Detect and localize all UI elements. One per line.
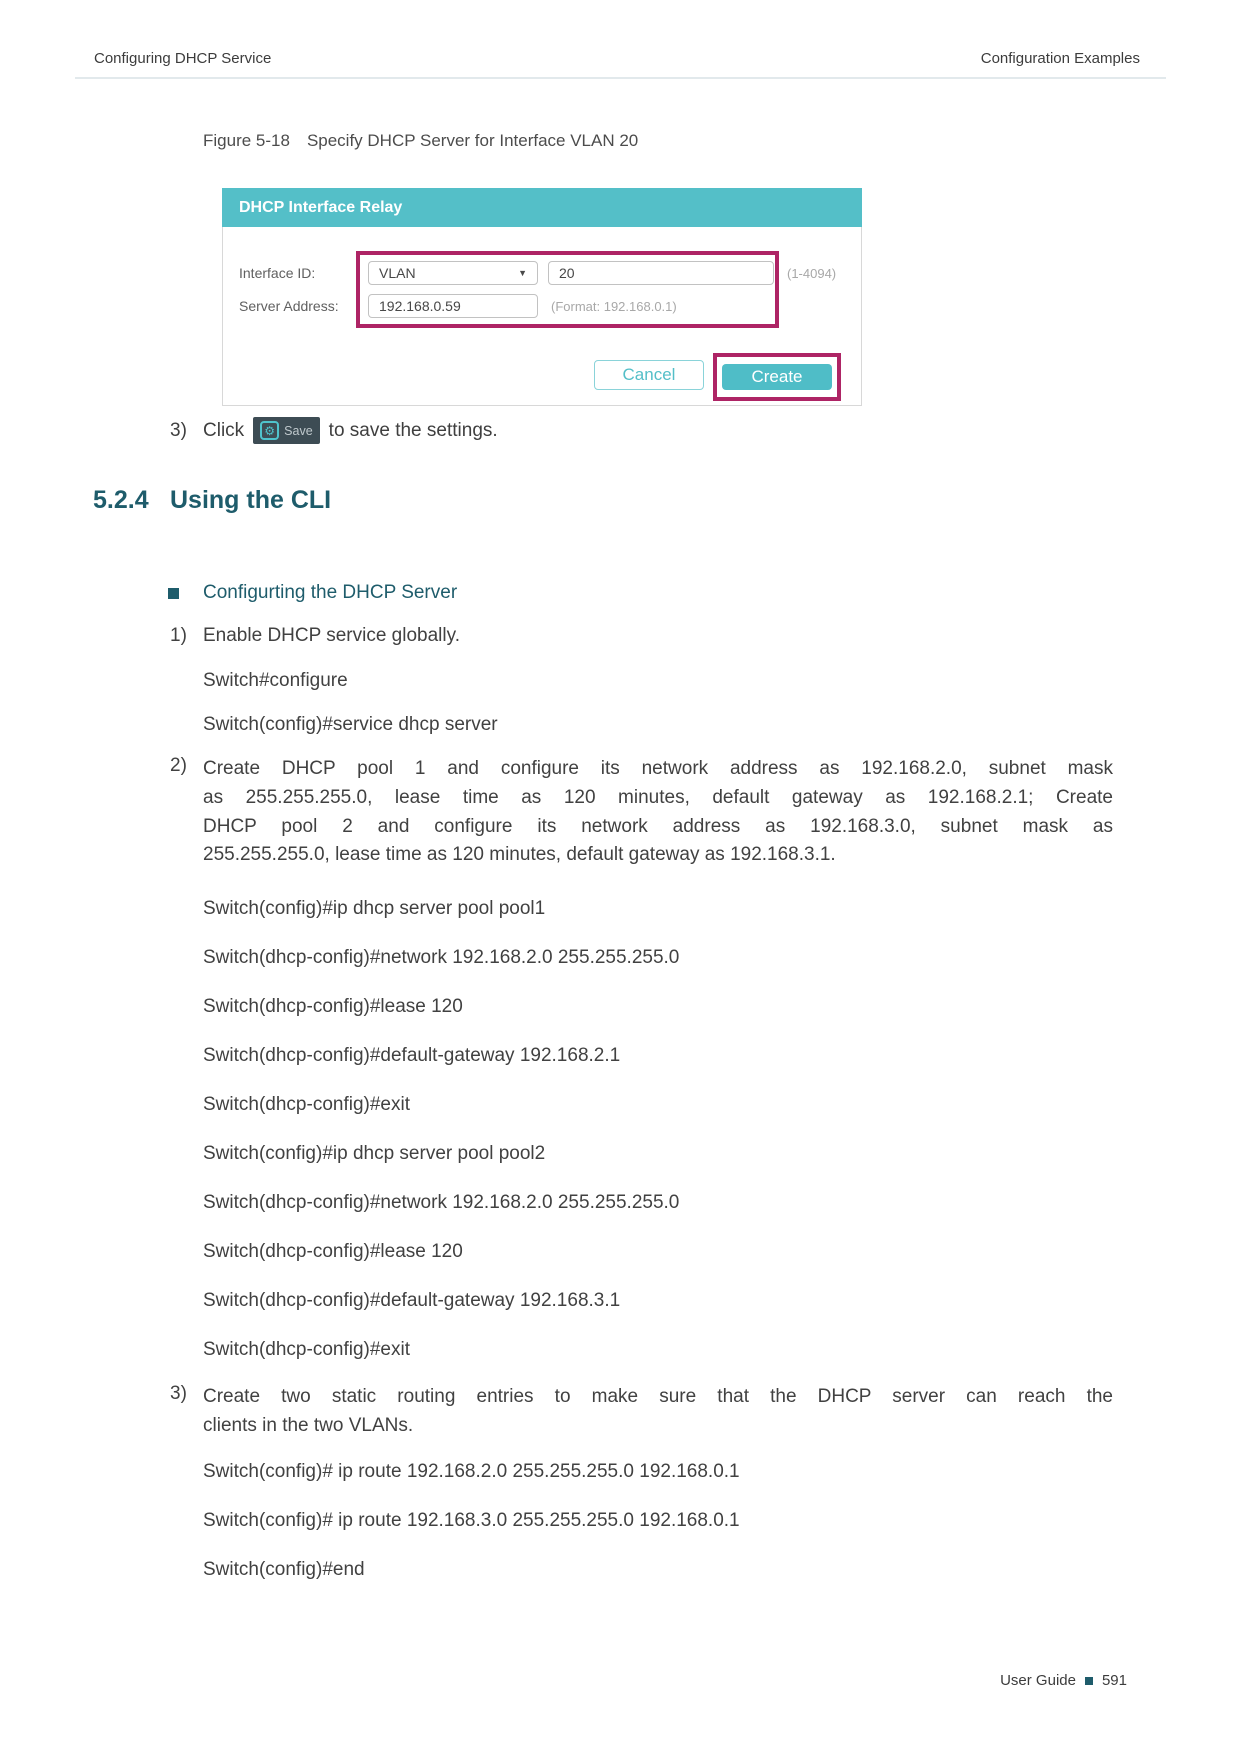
header-divider bbox=[75, 77, 1166, 79]
server-address-input[interactable] bbox=[368, 294, 538, 318]
cli-content bbox=[170, 615, 1113, 1581]
subsection-bullet-line bbox=[168, 582, 457, 604]
save-gear-icon: ⚙ bbox=[260, 421, 279, 440]
server-address-row bbox=[239, 294, 677, 318]
cancel-button[interactable]: Cancel bbox=[594, 360, 704, 390]
create-highlight-box bbox=[713, 353, 841, 401]
square-bullet-icon bbox=[1085, 1677, 1093, 1685]
cli-step-1 bbox=[170, 625, 1113, 647]
cli-command: Switch(config)#end bbox=[203, 1558, 365, 1580]
section-number: 5.2.4 bbox=[93, 486, 149, 514]
figure-caption bbox=[203, 131, 638, 151]
vlan-id-value: 20 bbox=[559, 265, 575, 281]
step-text: Enable DHCP service globally. bbox=[203, 625, 460, 646]
vlan-id-input[interactable] bbox=[548, 261, 774, 285]
footer-label: User Guide bbox=[1000, 1672, 1076, 1689]
paragraph-line: as 255.255.255.0, lease time as 120 minutes, default gateway as 192.168.2.1; Create bbox=[203, 786, 1113, 808]
cli-command: Switch(config)#ip dhcp server pool pool2 bbox=[203, 1143, 546, 1165]
cli-command: Switch(dhcp-config)#lease 120 bbox=[203, 996, 463, 1018]
list-number: 1) bbox=[170, 625, 187, 646]
dhcp-interface-relay-dialog bbox=[222, 188, 862, 406]
list-number: 3) bbox=[170, 1383, 187, 1405]
cli-command: Switch(dhcp-config)#lease 120 bbox=[203, 1241, 463, 1263]
page-footer bbox=[1000, 1672, 1127, 1689]
cli-command: Switch(config)#ip dhcp server pool pool1 bbox=[203, 898, 546, 920]
interface-type-value: VLAN bbox=[379, 265, 416, 281]
cli-command: Switch(dhcp-config)#default-gateway 192.168.2.1 bbox=[203, 1045, 621, 1067]
cli-command: Switch(dhcp-config)#network 192.168.2.0 255.255.255.0 bbox=[203, 1192, 680, 1214]
paragraph-line: Create two static routing entries to make sure that the DHCP server can reach the bbox=[203, 1386, 1113, 1408]
cli-command: Switch(dhcp-config)#default-gateway 192.168.3.1 bbox=[203, 1290, 621, 1312]
step-paragraph bbox=[203, 755, 1113, 870]
save-step-text-after: to save the settings. bbox=[328, 419, 498, 441]
cli-command: Switch#configure bbox=[203, 670, 348, 691]
dialog-title: DHCP Interface Relay bbox=[239, 199, 403, 216]
cli-command: Switch(dhcp-config)#exit bbox=[203, 1094, 410, 1116]
paragraph-line: DHCP pool 2 and configure its network address as 192.168.3.0, subnet mask as bbox=[203, 815, 1113, 837]
save-step-line bbox=[170, 417, 498, 444]
paragraph-line: 255.255.255.0, lease time as 120 minutes, default gateway as 192.168.3.1. bbox=[203, 844, 836, 866]
save-button-chip[interactable] bbox=[253, 417, 320, 444]
vlan-range-hint: (1-4094) bbox=[787, 265, 837, 281]
dialog-titlebar bbox=[222, 188, 862, 227]
address-format-hint: (Format: 192.168.0.1) bbox=[551, 298, 677, 314]
cli-step-3 bbox=[170, 1383, 1113, 1441]
paragraph-line: Create DHCP pool 1 and configure its network address as 192.168.2.0, subnet mask bbox=[203, 758, 1113, 779]
interface-id-label: Interface ID: bbox=[239, 265, 316, 281]
page-header bbox=[94, 50, 1140, 67]
cli-command: Switch(dhcp-config)#exit bbox=[203, 1339, 410, 1361]
cli-command: Switch(dhcp-config)#network 192.168.2.0 255.255.255.0 bbox=[203, 947, 680, 969]
figure-label: Figure 5-18 bbox=[203, 131, 290, 150]
cli-command: Switch(config)#service dhcp server bbox=[203, 714, 498, 735]
paragraph-line: clients in the two VLANs. bbox=[203, 1414, 414, 1436]
cli-command: Switch(config)# ip route 192.168.2.0 255.255.255.0 192.168.0.1 bbox=[203, 1460, 740, 1482]
cli-step-2 bbox=[170, 755, 1113, 870]
header-right-title: Configuration Examples bbox=[980, 50, 1140, 67]
step-paragraph bbox=[203, 1383, 1113, 1441]
square-bullet-icon bbox=[168, 588, 179, 599]
subsection-bullet-label: Configurting the DHCP Server bbox=[203, 582, 458, 603]
save-chip-label: Save bbox=[284, 423, 313, 438]
footer-page-number: 591 bbox=[1101, 1672, 1127, 1689]
section-title: Using the CLI bbox=[170, 486, 332, 514]
figure-title: Specify DHCP Server for Interface VLAN 20 bbox=[306, 131, 639, 150]
cli-command: Switch(config)# ip route 192.168.3.0 255.255.255.0 192.168.0.1 bbox=[203, 1509, 740, 1531]
list-number: 2) bbox=[170, 755, 187, 776]
interface-id-row bbox=[239, 261, 836, 285]
interface-type-select[interactable] bbox=[368, 261, 538, 285]
section-heading bbox=[93, 486, 331, 515]
create-button[interactable]: Create bbox=[722, 364, 832, 390]
server-address-label: Server Address: bbox=[239, 298, 339, 314]
chevron-down-icon: ▼ bbox=[518, 267, 527, 278]
save-step-text-before: Click bbox=[203, 419, 245, 441]
server-address-value: 192.168.0.59 bbox=[379, 298, 461, 314]
step-number: 3) bbox=[170, 419, 187, 441]
header-left-title: Configuring DHCP Service bbox=[94, 50, 272, 67]
